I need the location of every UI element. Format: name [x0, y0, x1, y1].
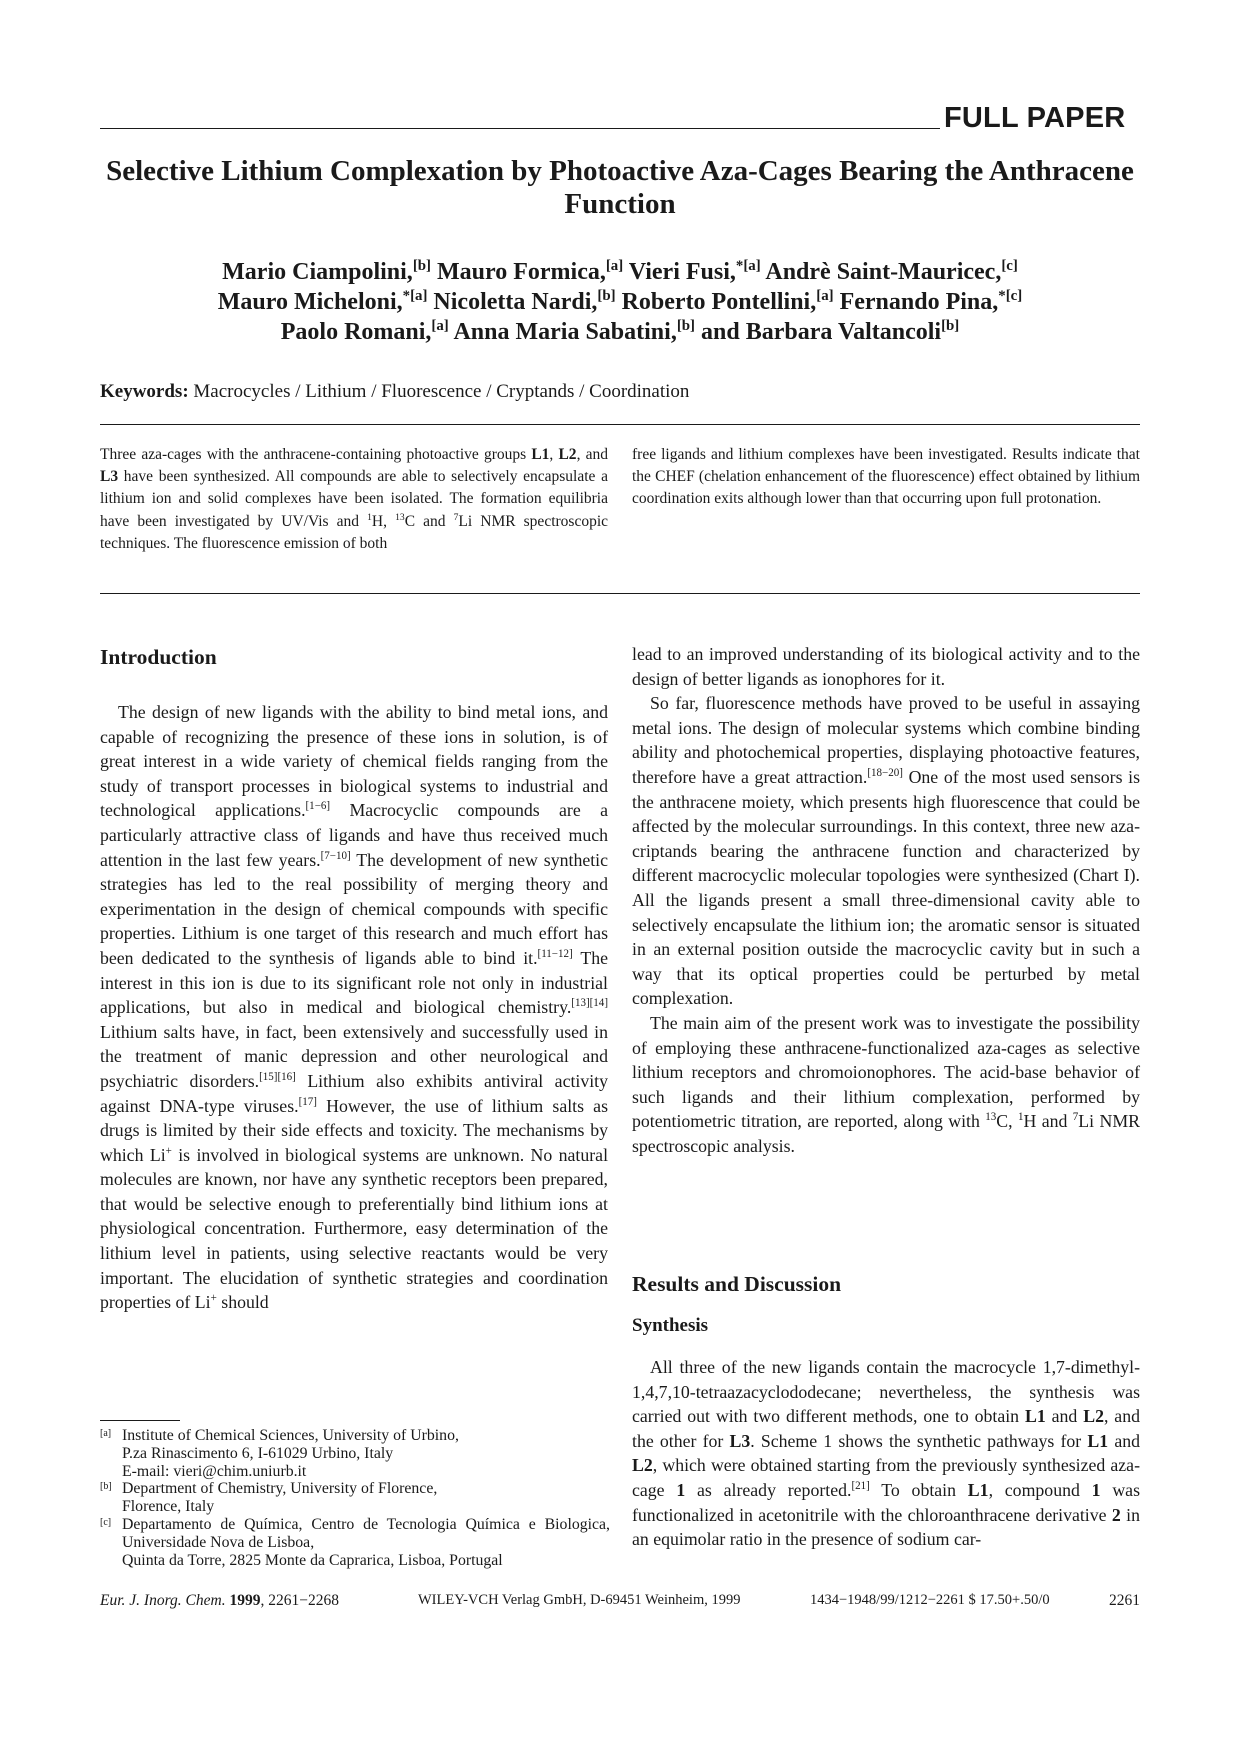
author: Paolo Romani,[a] [280, 318, 449, 345]
paper-title: Selective Lithium Complexation by Photoactive Aza-Cages Bearing the Anthracene Function [106, 155, 1134, 220]
footnote: [c] Departamento de Química, Centro de Tecnologia Química e Biologica, Universidade Nova de Lisboa, Quinta da Torre, 2825 Monte da Caprarica, Lisboa, Portugal [100, 1515, 610, 1569]
author: Roberto Pontellini,[a] [621, 288, 834, 315]
introduction-left-column [100, 700, 608, 1315]
email-link[interactable]: E-mail: vieri@chim.uniurb.it [122, 1462, 307, 1480]
section-label: FULL PAPER [944, 102, 1126, 134]
paragraph: So far, fluorescence methods have proved to be useful in assaying metal ions. The design of molecular systems which combine binding ability and photochemical properties, displaying photoactive features, therefore have a great attraction.[18−20] One of the most used sensors is the anthracene moiety, which presents high fluorescence that could be affected by the molecular surroundings. In this context, three new aza-criptands bearing the anthracene function and characterized by different macrocyclic molecular topologies were synthesized (Chart I). All the ligands present a small three-dimensional cavity able to selectively encapsulate the lithium ion; the aromatic sensor is situated in an external position outside the macrocyclic cavity but in such a way that its optical properties could be perturbed by metal complexation. [632, 693, 1140, 1009]
synthesis-heading: Synthesis [632, 1315, 709, 1336]
abstract-top-rule [100, 424, 1140, 425]
footer-citation: Eur. J. Inorg. Chem. 1999, 2261−2268 [100, 1592, 339, 1609]
introduction-heading: Introduction [100, 645, 217, 669]
author: Vieri Fusi,$^{*[a]}$ [628, 258, 761, 285]
page-number: 2261 [1109, 1592, 1140, 1609]
paragraph: The main aim of the present work was to investigate the possibility of employing these anthracene-functionalized aza-cages as selective lithium receptors and chromoionophores. The acid-base behavior of such ligands and their lithium complexation, performed by potentiometric titration, are reported, along with $^{13}$C, $^1$H and $^7$Li NMR spectroscopic analysis. [632, 1012, 1140, 1156]
author: Mauro Formica,[a] [437, 258, 624, 285]
footnotes [100, 1427, 610, 1569]
footnote: [b] Department of Chemistry, University of Florence, Florence, Italy [100, 1480, 438, 1516]
author: Fernando Pina,$^{*[c]}$ [839, 288, 1023, 315]
abstract-left-column: Three aza-cages with the anthracene-containing photoactive groups L1, L2, and L3 have been synthesized. All compounds are able to selectively encapsulate a lithium ion and solid complexes have been isolated. The formation equilibria have been investigated by UV/Vis and $^1$H, $^{13}$C and $^7$Li NMR spectroscopic techniques. The fluorescence emission of both [100, 446, 609, 552]
paragraph: lead to an improved understanding of its biological activity and to the design of better ligands as ionophores for it. [632, 644, 1140, 689]
footnote-rule [100, 1420, 180, 1421]
keywords-text: Macrocycles / Lithium / Fluorescence / Cryptands / Coordination [193, 381, 690, 402]
synthesis-column [632, 1355, 1140, 1552]
author: and Barbara Valtancoli[b] [701, 318, 960, 345]
paragraph: The design of new ligands with the ability to bind metal ions, and capable of recognizing the presence of these ions in solution, is of great interest in a wide variety of chemical fields ranging from the study of transport processes in biological systems to industrial and technological applications.[1−6] Macrocyclic compounds are a particularly attractive class of ligands and have thus received much attention in the last few years.[7−10] The development of new synthetic strategies has led to the real possibility of merging theory and experimentation in the design of chemical compounds with specific properties. Lithium is one target of this research and much effort has been dedicated to the synthesis of ligands able to bind it.[11−12] The interest in this ion is due to its significant role not only in industrial applications, but also in medical and biological chemistry.[13][14] Lithium salts have, in fact, been extensively and successfully used in the treatment of manic depression and other neurological and psychiatric disorders.[15][16] Lithium also exhibits antiviral activity against DNA-type viruses.[17] However, the use of lithium salts as drugs is limited by their side effects and toxicity. The mechanisms by which Li+ is involved in biological systems are unknown. No natural molecules are known, nor have any synthetic receptors been prepared, that would be selective enough to preferentially bind lithium ions at physiological concentration. Furthermore, easy determination of the lithium level in patients, using selective reactants would be very important. The elucidation of synthetic strategies and coordination properties of Li+ should [100, 702, 609, 1313]
abstract-right-column: free ligands and lithium complexes have been investigated. Results indicate that the CHEF (chelation enhancement of the fluorescence) effect obtained by lithium coordination exits although lower than that occurring upon full protonation. [632, 446, 1140, 508]
introduction-right-column [632, 642, 1140, 1158]
author-list [100, 257, 1140, 347]
author: Andrè Saint-Mauricec,[c] [765, 258, 1018, 285]
author: Mauro Micheloni,$^{*[a]}$ [217, 288, 428, 315]
footnote: [a] Institute of Chemical Sciences, University of Urbino, P.za Rinascimento 6, I-61029 Urbino, Italy E-mail: vieri@chim.uniurb.it [100, 1427, 610, 1480]
footer-publisher: WILEY-VCH Verlag GmbH, D-69451 Weinheim, 1999 [418, 1592, 741, 1608]
author: Anna Maria Sabatini,[b] [453, 318, 696, 345]
page-footer [100, 1592, 1140, 1614]
author: Nicoletta Nardi,[b] [433, 288, 616, 315]
keywords-label: Keywords: [100, 381, 189, 402]
abstract-bottom-rule [100, 593, 1140, 594]
results-heading: Results and Discussion [632, 1272, 842, 1296]
paragraph: All three of the new ligands contain the macrocycle 1,7-dimethyl-1,4,7,10-tetraazacyclododecane; nevertheless, the synthesis was carried out with two different methods, one to obtain L1 and L2, and the other for L3. Scheme 1 shows the synthetic pathways for L1 and L2, which were obtained starting from the previously synthesized aza-cage 1 as already reported.[21] To obtain L1, compound 1 was functionalized in acetonitrile with the chloroanthracene derivative 2 in an equimolar ratio in the presence of sodium car- [632, 1357, 1140, 1550]
author: Mario Ciampolini,[b] [222, 258, 431, 285]
header-rule [100, 128, 940, 129]
footer-issn: 1434−1948/99/1212−2261 $ 17.50+.50/0 [810, 1592, 1050, 1608]
keywords [100, 381, 689, 403]
